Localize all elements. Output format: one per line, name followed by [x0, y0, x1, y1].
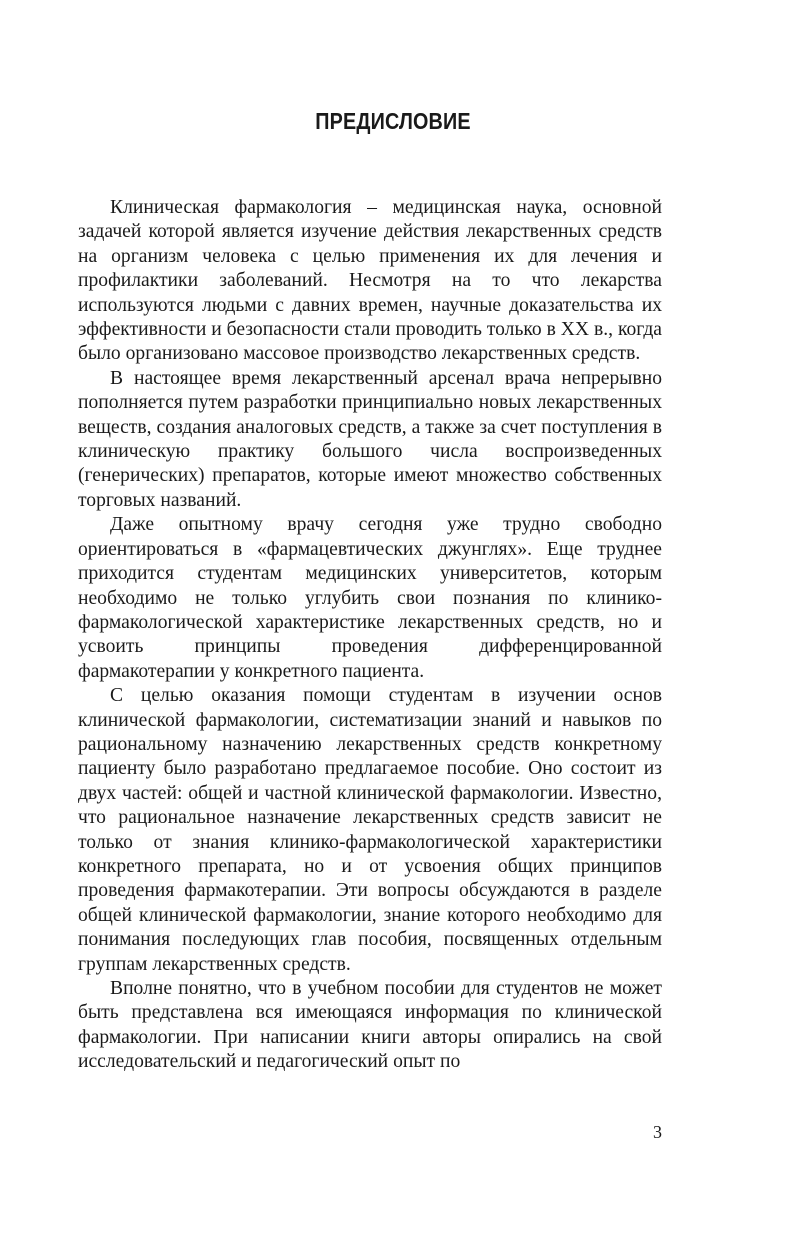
paragraph-1: Клиническая фармакология – медицинская наука, основной задачей которой является изучение действия лекарственных средств на организм человека с целью применения их для лечения и профилактики заболеваний. Несмотря на то что лекарства используются людьми с давних времен, научные доказательства их эффективности и безопасности стали проводить только в XX в., когда было организовано массовое производство лекарственных средств.: [78, 197, 662, 365]
preface-text: [78, 196, 662, 1075]
paragraph-5: Вполне понятно, что в учебном пособии для студентов не может быть представлена вся имеющаяся информация по клинической фармакологии. При написании книги авторы опирались на свой исследовательский и педагогический опыт по: [78, 978, 662, 1073]
page-title: ПРЕДИСЛОВИЕ: [315, 108, 471, 134]
paragraph-2: В настоящее время лекарственный арсенал врача непрерывно пополняется путем разработки принципиально новых лекарственных веществ, создания аналоговых средств, а также за счет поступления в клиническую практику большого числа воспроизведенных (генерических) препаратов, которые имеют множество собственных торговых названий.: [78, 367, 662, 511]
page-number: 3: [653, 1122, 662, 1142]
paragraph-3: Даже опытному врачу сегодня уже трудно свободно ориентироваться в «фармацевтических джунглях». Еще труднее приходится студентам медицинских университетов, которым необходимо не только углубить свои познания по клинико-фармакологической характеристике лекарственных средств, но и усвоить принципы проведения дифференцированной фармакотерапии у конкретного пациента.: [78, 514, 662, 682]
paragraph-4: С целью оказания помощи студентам в изучении основ клинической фармакологии, систематизации знаний и навыков по рациональному назначению лекарственных средств конкретному пациенту было разработано предлагаемое пособие. Оно состоит из двух частей: общей и частной клинической фармакологии. Известно, что рациональное назначение лекарственных средств зависит не только от знания клинико-фармакологической характеристики конкретного препарата, но и от усвоения общих принципов проведения фармакотерапии. Эти вопросы обсуждаются в разделе общей клинической фармакологии, знание которого необходимо для понимания последующих глав пособия, посвященных отдельным группам лекарственных средств.: [78, 685, 662, 975]
